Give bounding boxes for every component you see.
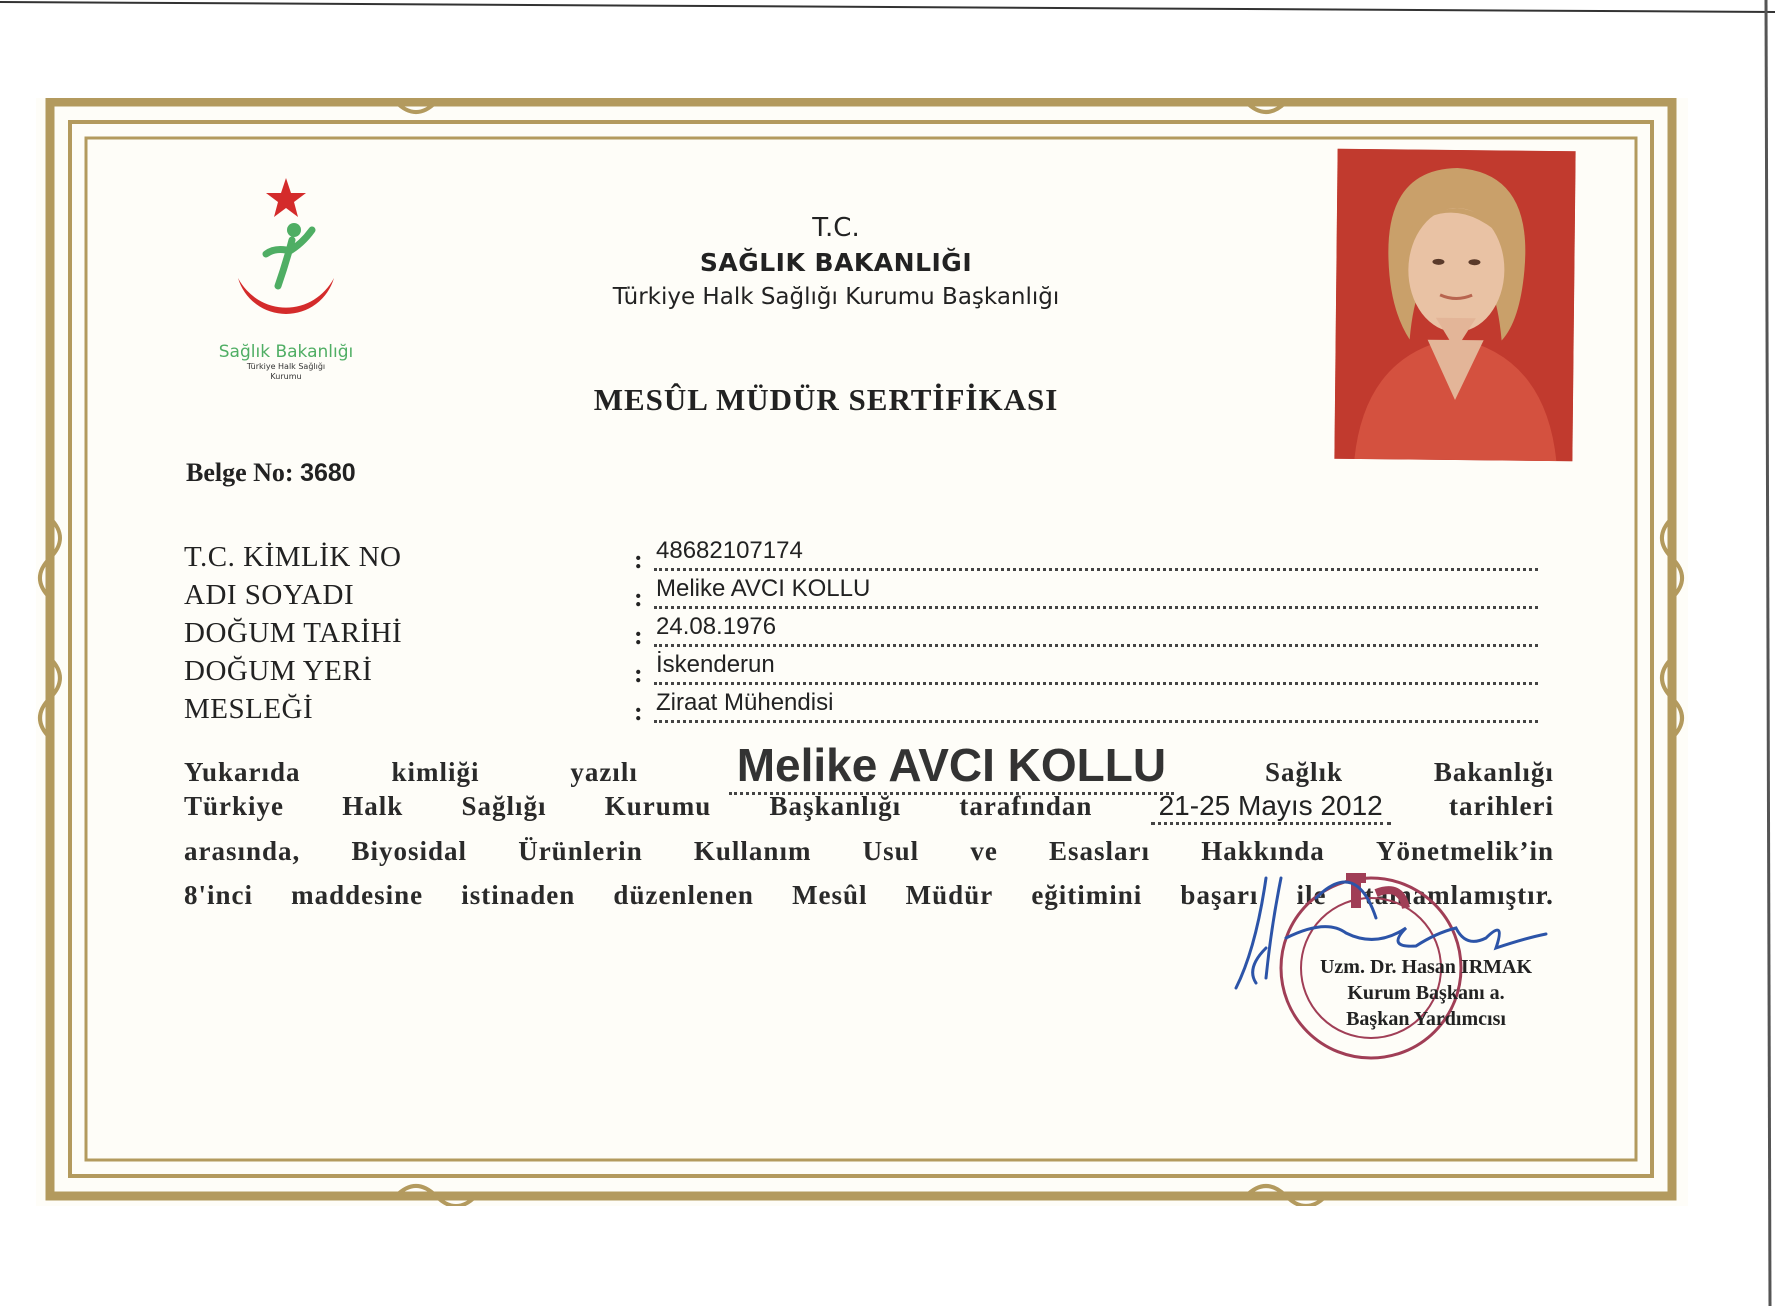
logo-name: Sağlık Bakanlığı [218, 342, 354, 362]
body-word: Yukarıda [184, 757, 301, 787]
field-birth-date [184, 611, 1544, 653]
body-word: ve [970, 836, 998, 866]
body-word: Mesûl [792, 880, 868, 910]
field-colon: : [634, 621, 643, 650]
field-label: MESLEĞİ [184, 693, 314, 725]
field-occupation [184, 687, 1544, 729]
body-word: istinaden [461, 880, 576, 910]
header-line-3: Türkiye Halk Sağlığı Kurumu Başkanlığı [612, 284, 1060, 310]
body-word: tamamlamıştır. [1364, 880, 1554, 910]
body-word: Ürünlerin [518, 836, 643, 866]
body-word: Kurumu [604, 791, 712, 821]
training-dates: 21-25 Mayıs 2012 [1158, 790, 1383, 821]
field-colon: : [634, 697, 643, 726]
body-line-2 [184, 790, 1554, 825]
body-line-1 [184, 738, 1554, 795]
field-label: DOĞUM TARİHİ [184, 617, 403, 649]
body-word: Yönetmelik’in [1375, 836, 1554, 866]
body-word: ile [1296, 880, 1327, 910]
field-value: Ziraat Mühendisi [656, 689, 834, 716]
field-label: DOĞUM YERİ [184, 655, 373, 687]
body-word: maddesine [291, 880, 424, 910]
body-word: Kullanım [693, 836, 812, 866]
signatory-name: Uzm. Dr. Hasan IRMAK [1319, 956, 1533, 978]
field-colon: : [634, 659, 643, 688]
body-word: Usul [862, 836, 920, 866]
logo-subtitle-2: Kurumu [270, 372, 302, 381]
header-line-1: T.C. [812, 213, 860, 243]
portrait-icon [1334, 149, 1575, 461]
body-word: Türkiye [184, 791, 285, 821]
body-word: Hakkında [1201, 836, 1325, 866]
body-word: tarihleri [1448, 791, 1554, 821]
logo-subtitle-1: Türkiye Halk Sağlığı [246, 362, 326, 371]
certificate [36, 98, 1688, 1206]
holder-name: Melike AVCI KOLLU [736, 739, 1167, 791]
body-word: eğitimini [1031, 880, 1143, 910]
name-fill-in [729, 738, 1174, 795]
body-word: arasında, [184, 836, 301, 866]
signatory-title-2: Başkan Yardımcısı [1346, 1008, 1506, 1030]
field-full-name [184, 573, 1544, 615]
header-line-2: SAĞLIK BAKANLIĞI [699, 248, 973, 277]
dotted-line [654, 644, 1538, 647]
dotted-line [654, 720, 1538, 723]
field-label: T.C. KİMLİK NO [184, 541, 402, 573]
body-word: tarafından [959, 791, 1093, 821]
body-word: başarı [1180, 880, 1259, 910]
body-word: düzenlenen [613, 880, 754, 910]
signatory-title-1: Kurum Başkanı a. [1347, 982, 1505, 1004]
ministry-logo [186, 178, 386, 382]
body-word: Bakanlığı [1433, 757, 1554, 787]
body-word: Müdür [905, 880, 994, 910]
field-id-number [184, 535, 1544, 577]
crescent-star-icon [216, 178, 356, 338]
field-colon: : [634, 545, 643, 574]
field-value: 24.08.1976 [656, 613, 777, 640]
field-colon: : [634, 583, 643, 612]
document-number-value: 3680 [300, 459, 356, 487]
body-word: kimliği [391, 757, 480, 787]
body-word: Sağlığı [461, 791, 547, 821]
portrait-photo [1334, 149, 1575, 461]
body-word: 8'inci [184, 880, 254, 910]
field-birth-place [184, 649, 1544, 691]
dotted-line [654, 682, 1538, 685]
dates-fill-in [1151, 790, 1391, 825]
body-word: yazılı [570, 757, 638, 787]
body-word: Esasları [1049, 836, 1151, 866]
document-number [186, 458, 356, 488]
certificate-title: MESÛL MÜDÜR SERTİFİKASI [593, 382, 1059, 417]
dotted-line [654, 606, 1538, 609]
body-word: Halk [342, 791, 404, 821]
body-word: Sağlık [1264, 757, 1344, 787]
field-value: İskenderun [656, 651, 775, 678]
field-value: Melike AVCI KOLLU [656, 575, 871, 602]
field-value: 48682107174 [656, 537, 803, 564]
document-number-label: Belge No: [186, 458, 294, 487]
body-word: Biyosidal [351, 836, 468, 866]
dotted-line [654, 568, 1538, 571]
field-label: ADI SOYADI [184, 579, 355, 611]
body-word: Başkanlığı [769, 791, 902, 821]
